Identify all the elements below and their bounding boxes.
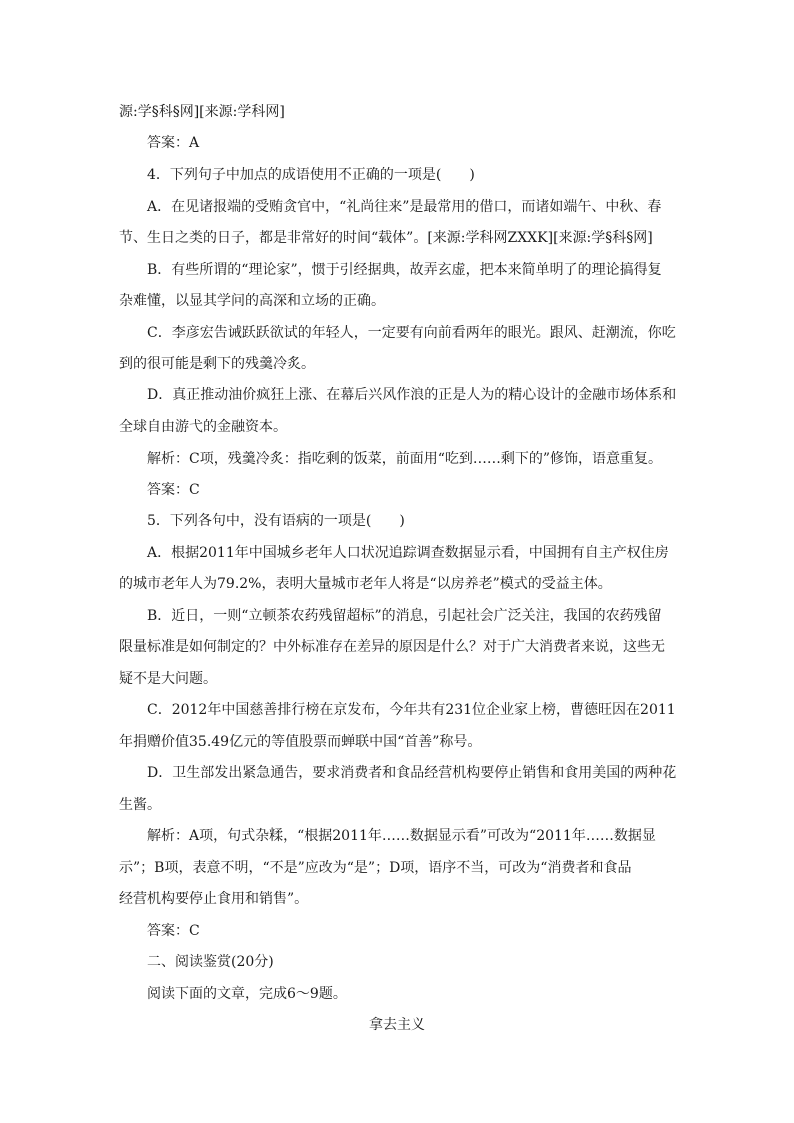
- answer-3: 答案：A: [147, 135, 200, 151]
- q5-option-a-line-2: 的城市老年人为79.2%，表明大量城市老年人将是“以房养老”模式的受益主体。: [119, 576, 612, 592]
- q5-option-c-line-2: 年捐赠价值35.49亿元的等值股票而蝉联中国“首善”称号。: [119, 734, 482, 750]
- q5-option-d-line-2: 生酱。: [119, 797, 161, 813]
- text-line-source: 源:学§科§网][来源:学科网]: [119, 104, 285, 120]
- q4-option-b-line-2: 杂难懂，以显其学问的高深和立场的正确。: [119, 293, 385, 309]
- q4-option-d-line-1: D．真正推动油价疯狂上涨、在幕后兴风作浪的正是人为的精心设计的金融市场体系和: [147, 387, 677, 403]
- q4-option-c-line-2: 到的很可能是剩下的残羹冷炙。: [119, 356, 315, 372]
- q5-option-b-line-1: B．近日，一则“立顿茶农药残留超标”的消息，引起社会广泛关注，我国的农药残留: [147, 608, 662, 624]
- q5-analysis-line-1: 解析：A项，句式杂糅，“根据2011年……数据显示看”可改为“2011年……数据显: [147, 828, 656, 844]
- article-title: 拿去主义: [369, 1017, 425, 1033]
- q5-analysis-line-3: 经营机构要停止食用和销售”。: [119, 891, 309, 907]
- q5-option-b-line-3: 疑不是大问题。: [119, 671, 217, 687]
- q4-option-a-line-2: 节、生日之类的日子，都是非常好的时间“载体”。[来源:学科网ZXXK][来源:学§科§网]: [119, 230, 653, 246]
- question-4-stem: 4．下列句子中加点的成语使用不正确的一项是( ): [147, 167, 475, 183]
- question-5-stem: 5．下列各句中，没有语病的一项是( ): [147, 513, 405, 529]
- answer-4: 答案：C: [147, 482, 200, 498]
- q5-option-c-line-1: C．2012年中国慈善排行榜在京发布，今年共有231位企业家上榜，曹德旺因在2011: [147, 702, 676, 718]
- reading-instruction: 阅读下面的文章，完成6～9题。: [147, 986, 347, 1002]
- q5-option-b-line-2: 限量标准是如何制定的？中外标准存在差异的原因是什么？对于广大消费者来说，这些无: [119, 639, 665, 655]
- answer-5: 答案：C: [147, 923, 200, 939]
- q4-option-a-line-1: A．在见诸报端的受贿贪官中，“礼尚往来”是最常用的借口，而诸如端午、中秋、春: [147, 199, 662, 215]
- q4-option-d-line-2: 全球自由游弋的金融资本。: [119, 419, 287, 435]
- q5-option-d-line-1: D．卫生部发出紧急通告，要求消费者和食品经营机构要停止销售和食用美国的两种花: [147, 765, 677, 781]
- q4-option-c-line-1: C．李彦宏告诫跃跃欲试的年轻人，一定要有向前看两年的眼光。跟风、赶潮流，你吃: [147, 325, 676, 341]
- q4-analysis: 解析：C项，残羹冷炙：指吃剩的饭菜，前面用“吃到……剩下的”修饰，语意重复。: [147, 451, 663, 467]
- q4-option-b-line-1: B．有些所谓的“理论家”，惯于引经据典，故弄玄虚，把本来简单明了的理论搞得复: [147, 262, 662, 278]
- q5-analysis-line-2: 示”；B项，表意不明，“不是”应改为“是”；D项，语序不当，可改为“消费者和食品: [119, 860, 632, 876]
- q5-option-a-line-1: A．根据2011年中国城乡老年人口状况追踪调查数据显示看，中国拥有自主产权住房: [147, 545, 669, 561]
- section-heading: 二、阅读鉴赏(20分): [147, 954, 274, 970]
